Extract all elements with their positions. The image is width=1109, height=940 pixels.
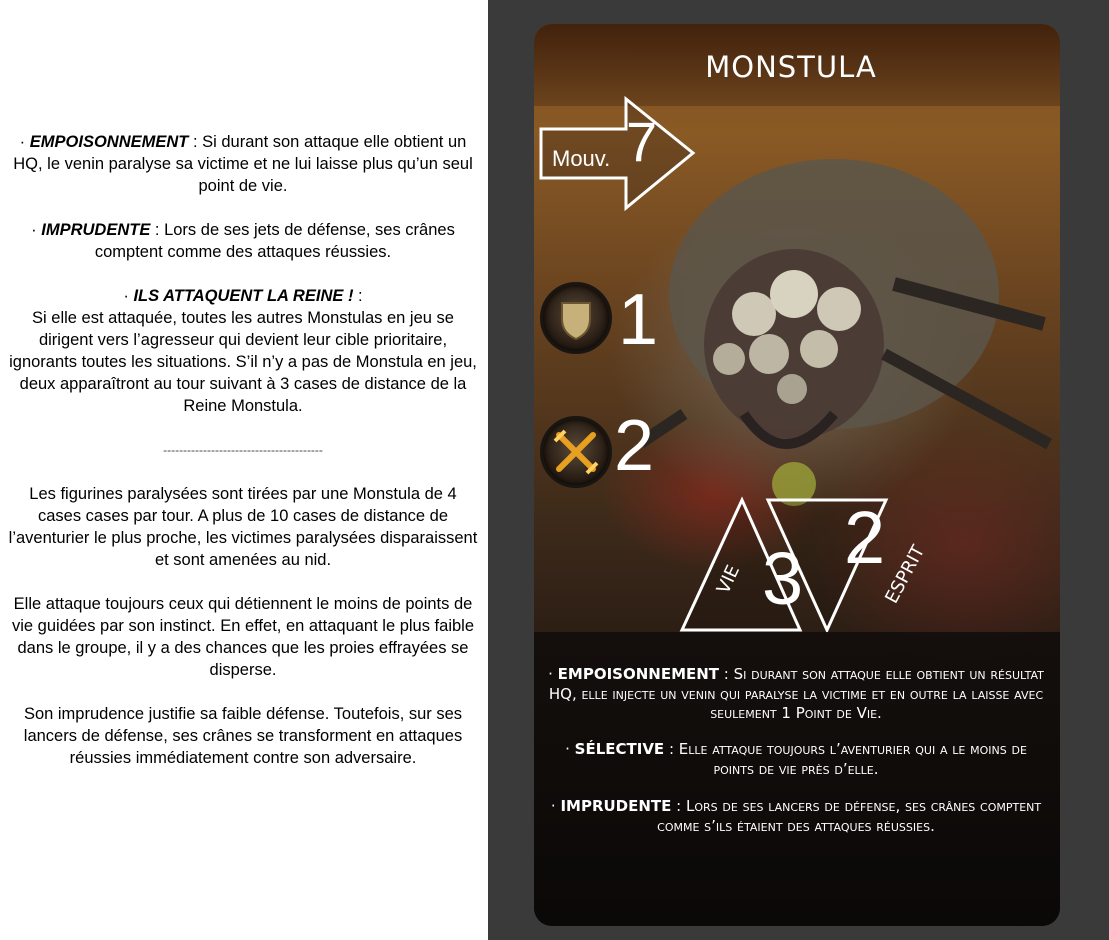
ability-name: SÉLECTIVE xyxy=(574,740,665,758)
ability-text: : Si durant son attaque elle obtient un résultat HQ, elle injecte un venin qui paralyse la victime et en outre la laisse avec seulement 1 Point de Vie. xyxy=(548,665,1044,722)
defense-shield-icon xyxy=(540,282,612,354)
defense-value: 1 xyxy=(618,280,659,360)
movement-value: 7 xyxy=(626,110,658,173)
rule-text: : Si durant son attaque elle obtient un HQ, le venin paralyse sa victime et ne lui laisse plus qu’un seul point de vie. xyxy=(13,133,473,195)
rule-keyword: EMPOISONNEMENT xyxy=(29,133,189,151)
paragraph-attaque: Elle attaque toujours ceux qui détiennent le moins de points de vie guidées par son instinct. En effet, en attaquant le plus faible dans le groupe, il y a des chances que les proies effrayées se disperse. xyxy=(12,595,474,679)
ability-selective xyxy=(546,740,1046,779)
paragraph-imprudence: Son imprudence justifie sa faible défense. Toutefois, sur ses lancers de défense, ses crânes se transforment en attaques réussies immédiatement contre son adversaire. xyxy=(23,705,463,767)
bullet: · xyxy=(31,221,37,239)
rule-ils-attaquent xyxy=(8,285,478,417)
esprit-value: 2 xyxy=(844,496,886,579)
card-title: MONSTULA xyxy=(705,50,877,84)
rule-keyword: ILS ATTAQUENT LA REINE ! xyxy=(133,287,354,305)
bullet: · xyxy=(550,797,556,815)
rules-text xyxy=(8,131,478,791)
ability-name: EMPOISONNEMENT xyxy=(557,665,720,683)
rule-keyword: IMPRUDENTE xyxy=(41,221,151,239)
rule-text: : Lors de ses jets de défense, ses crânes comptent comme des attaques réussies. xyxy=(94,221,455,261)
monster-card xyxy=(534,24,1060,926)
vie-label: VIE xyxy=(712,561,745,598)
creature-illustration xyxy=(644,114,1060,554)
paragraph-paralysees: Les figurines paralysées sont tirées par une Monstula de 4 cases cases par tour. A plus de 10 cases de distance de l’aventurier le plus proche, les victimes paralysées disparaissent et sont amenées au nid. xyxy=(8,485,478,569)
attack-value: 2 xyxy=(614,406,655,486)
rules-text-panel xyxy=(0,0,488,940)
movement-label: Mouv. xyxy=(552,146,611,171)
vie-value: 3 xyxy=(762,537,804,620)
separator: ---------------------------------------- xyxy=(163,443,323,457)
bullet: · xyxy=(19,133,26,151)
ability-name: IMPRUDENTE xyxy=(560,797,672,815)
bullet: · xyxy=(123,287,129,305)
esprit-label: ESPRIT xyxy=(881,541,930,608)
ability-empoisonnement xyxy=(546,665,1046,724)
card-panel xyxy=(488,0,1109,940)
rule-text: Si elle est attaquée, toutes les autres Monstulas en jeu se dirigent vers l’agresseur qui devient leur cible prioritaire, ignorants toutes les situations. S’il n’y a pas de Monstula en jeu, deux apparaîtront au tour suivant à 3 cases de distance de la Reine Monstula. xyxy=(9,309,477,415)
attack-swords-icon xyxy=(540,416,612,488)
ability-text: : Lors de ses lancers de défense, ses crânes comptent comme s’ils étaient des attaques réussies. xyxy=(657,797,1042,835)
rule-after: : xyxy=(353,287,363,305)
rule-empoisonnement xyxy=(8,131,478,197)
bullet: · xyxy=(565,740,570,758)
bullet: · xyxy=(548,665,553,683)
rule-imprudente xyxy=(8,219,478,263)
ability-imprudente xyxy=(546,797,1046,836)
ability-text: : Elle attaque toujours l’aventurier qui a le moins de points de vie près d’elle. xyxy=(664,740,1027,778)
